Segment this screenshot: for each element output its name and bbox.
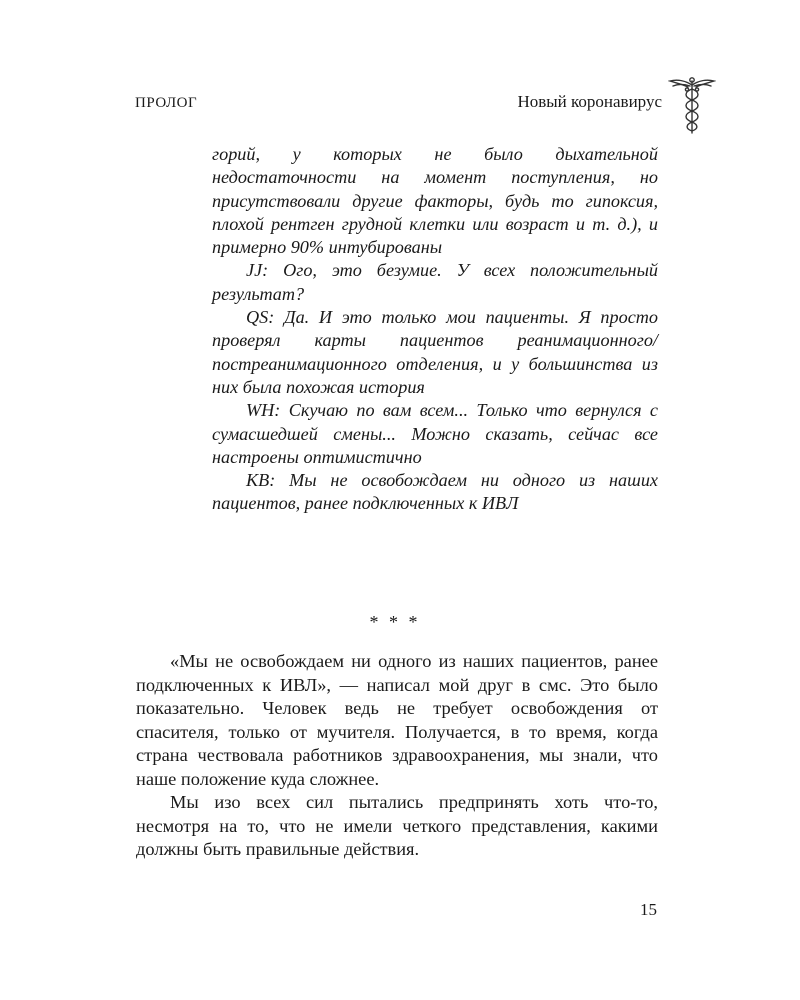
quote-paragraph: KB: Мы не освобождаем ни одного из наших пациентов, ранее подключенных к ИВЛ — [212, 470, 658, 514]
caduceus-icon — [668, 75, 716, 135]
body-text — [136, 650, 658, 862]
body-paragraph: Мы изо всех сил пытались предпринять хоть что-то, несмотря на то, что не имели четкого представления, какими должны быть правильные действия. — [136, 792, 658, 859]
running-header-chapter: Новый коронавирус — [517, 92, 662, 111]
section-separator: * * * — [369, 612, 421, 632]
running-header-section: ПРОЛОГ — [135, 95, 198, 111]
quote-paragraph: QS: Да. И это только мои пациенты. Я просто проверял карты пациентов реанимационного/постреанимационного отделения, и у большинства из них была похожая история — [212, 307, 658, 397]
chat-quote-block — [212, 143, 658, 516]
quote-paragraph: WH: Скучаю по вам всем... Только что вернулся с сумасшедшей смены... Можно сказать, сейчас все настроены оптимистично — [212, 400, 658, 467]
page-number: 15 — [640, 900, 657, 919]
quote-paragraph: горий, у которых не было дыхательной недостаточности на момент поступления, но присутствовали другие факторы, будь то гипоксия, плохой рентген грудной клетки или возраст и т. д.), и примерно 90% интубированы — [212, 144, 658, 258]
body-paragraph: «Мы не освобождаем ни одного из наших пациентов, ранее подключенных к ИВЛ», — написал мой друг в смс. Это было показательно. Человек ведь не требует освобождения от спасителя, только от мучителя. Получается, в то время, когда страна чествовала работников здравоохранения, мы знали, что наше положение куда сложнее. — [136, 651, 658, 789]
quote-paragraph: JJ: Ого, это безумие. У всех положительный результат? — [212, 260, 658, 304]
